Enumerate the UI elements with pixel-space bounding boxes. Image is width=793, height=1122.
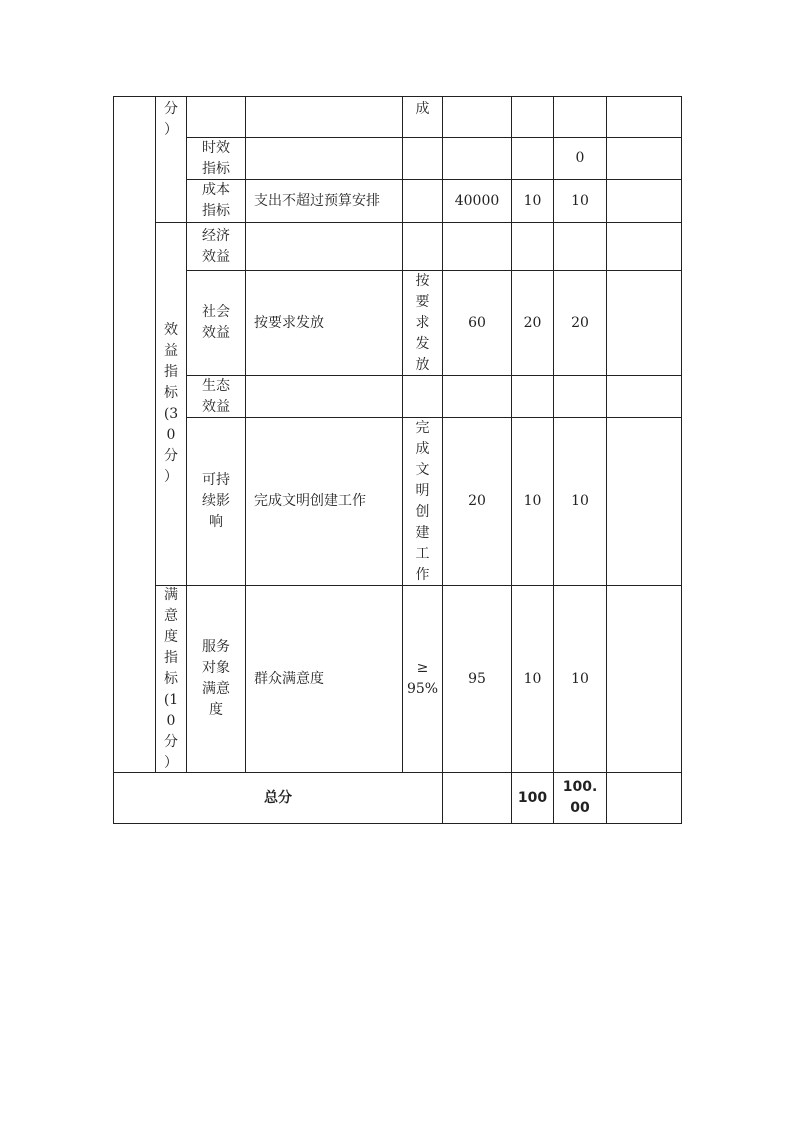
indicator-cell: 成本 指标 xyxy=(186,179,246,223)
target-cell: 成 xyxy=(402,96,443,138)
weight-cell: 20 xyxy=(511,270,554,376)
target-cell xyxy=(402,179,443,223)
weight-cell: 10 xyxy=(511,417,554,586)
category-cell xyxy=(113,96,156,773)
score-cell xyxy=(553,96,607,138)
value-cell xyxy=(442,375,512,418)
weight-cell: 10 xyxy=(511,179,554,223)
total-label: 总分 xyxy=(113,772,443,824)
score-cell: 0 xyxy=(553,137,607,180)
total-weight: 100 xyxy=(511,772,554,824)
remark-cell xyxy=(606,96,682,138)
score-cell: 20 xyxy=(553,270,607,376)
description-cell xyxy=(245,375,403,418)
weight-cell: 10 xyxy=(511,585,554,773)
remark-cell xyxy=(606,585,682,773)
target-cell xyxy=(402,222,443,271)
remark-cell xyxy=(606,375,682,418)
value-cell xyxy=(442,96,512,138)
weight-cell xyxy=(511,137,554,180)
indicator-cell: 时效 指标 xyxy=(186,137,246,180)
score-cell: 10 xyxy=(553,417,607,586)
remark-cell xyxy=(606,270,682,376)
value-cell xyxy=(442,137,512,180)
description-cell: 完成文明创建工作 xyxy=(245,417,403,586)
target-cell xyxy=(402,375,443,418)
score-cell xyxy=(553,375,607,418)
total-value xyxy=(442,772,512,824)
value-cell: 95 xyxy=(442,585,512,773)
indicator-cell: 社会 效益 xyxy=(186,270,246,376)
indicator-cell: 服务 对象 满意 度 xyxy=(186,585,246,773)
target-cell: 按 要 求 发 放 xyxy=(402,270,443,376)
description-cell: 按要求发放 xyxy=(245,270,403,376)
total-remark xyxy=(606,772,682,824)
indicator-cell: 生态 效益 xyxy=(186,375,246,418)
score-cell xyxy=(553,222,607,271)
remark-cell xyxy=(606,179,682,223)
target-cell: 完 成 文 明 创 建 工 作 xyxy=(402,417,443,586)
score-cell: 10 xyxy=(553,585,607,773)
value-cell: 40000 xyxy=(442,179,512,223)
weight-cell xyxy=(511,375,554,418)
sub-category-benefit: 效 益 指 标 (3 0 分 ） xyxy=(155,222,187,586)
description-cell: 群众满意度 xyxy=(245,585,403,773)
remark-cell xyxy=(606,417,682,586)
weight-cell xyxy=(511,222,554,271)
target-cell: ≥ 95% xyxy=(402,585,443,773)
value-cell: 60 xyxy=(442,270,512,376)
description-cell: 支出不超过预算安排 xyxy=(245,179,403,223)
description-cell xyxy=(245,137,403,180)
indicator-cell: 可持 续影 响 xyxy=(186,417,246,586)
value-cell xyxy=(442,222,512,271)
sub-category-cell: 分 ） xyxy=(155,96,187,223)
weight-cell xyxy=(511,96,554,138)
sub-category-satisfaction: 满 意 度 指 标 (1 0 分 ） xyxy=(155,585,187,773)
description-cell xyxy=(245,222,403,271)
target-cell xyxy=(402,137,443,180)
description-cell xyxy=(245,96,403,138)
indicator-cell xyxy=(186,96,246,138)
remark-cell xyxy=(606,222,682,271)
indicator-cell: 经济 效益 xyxy=(186,222,246,271)
score-cell: 10 xyxy=(553,179,607,223)
remark-cell xyxy=(606,137,682,180)
value-cell: 20 xyxy=(442,417,512,586)
total-score: 100. 00 xyxy=(553,772,607,824)
